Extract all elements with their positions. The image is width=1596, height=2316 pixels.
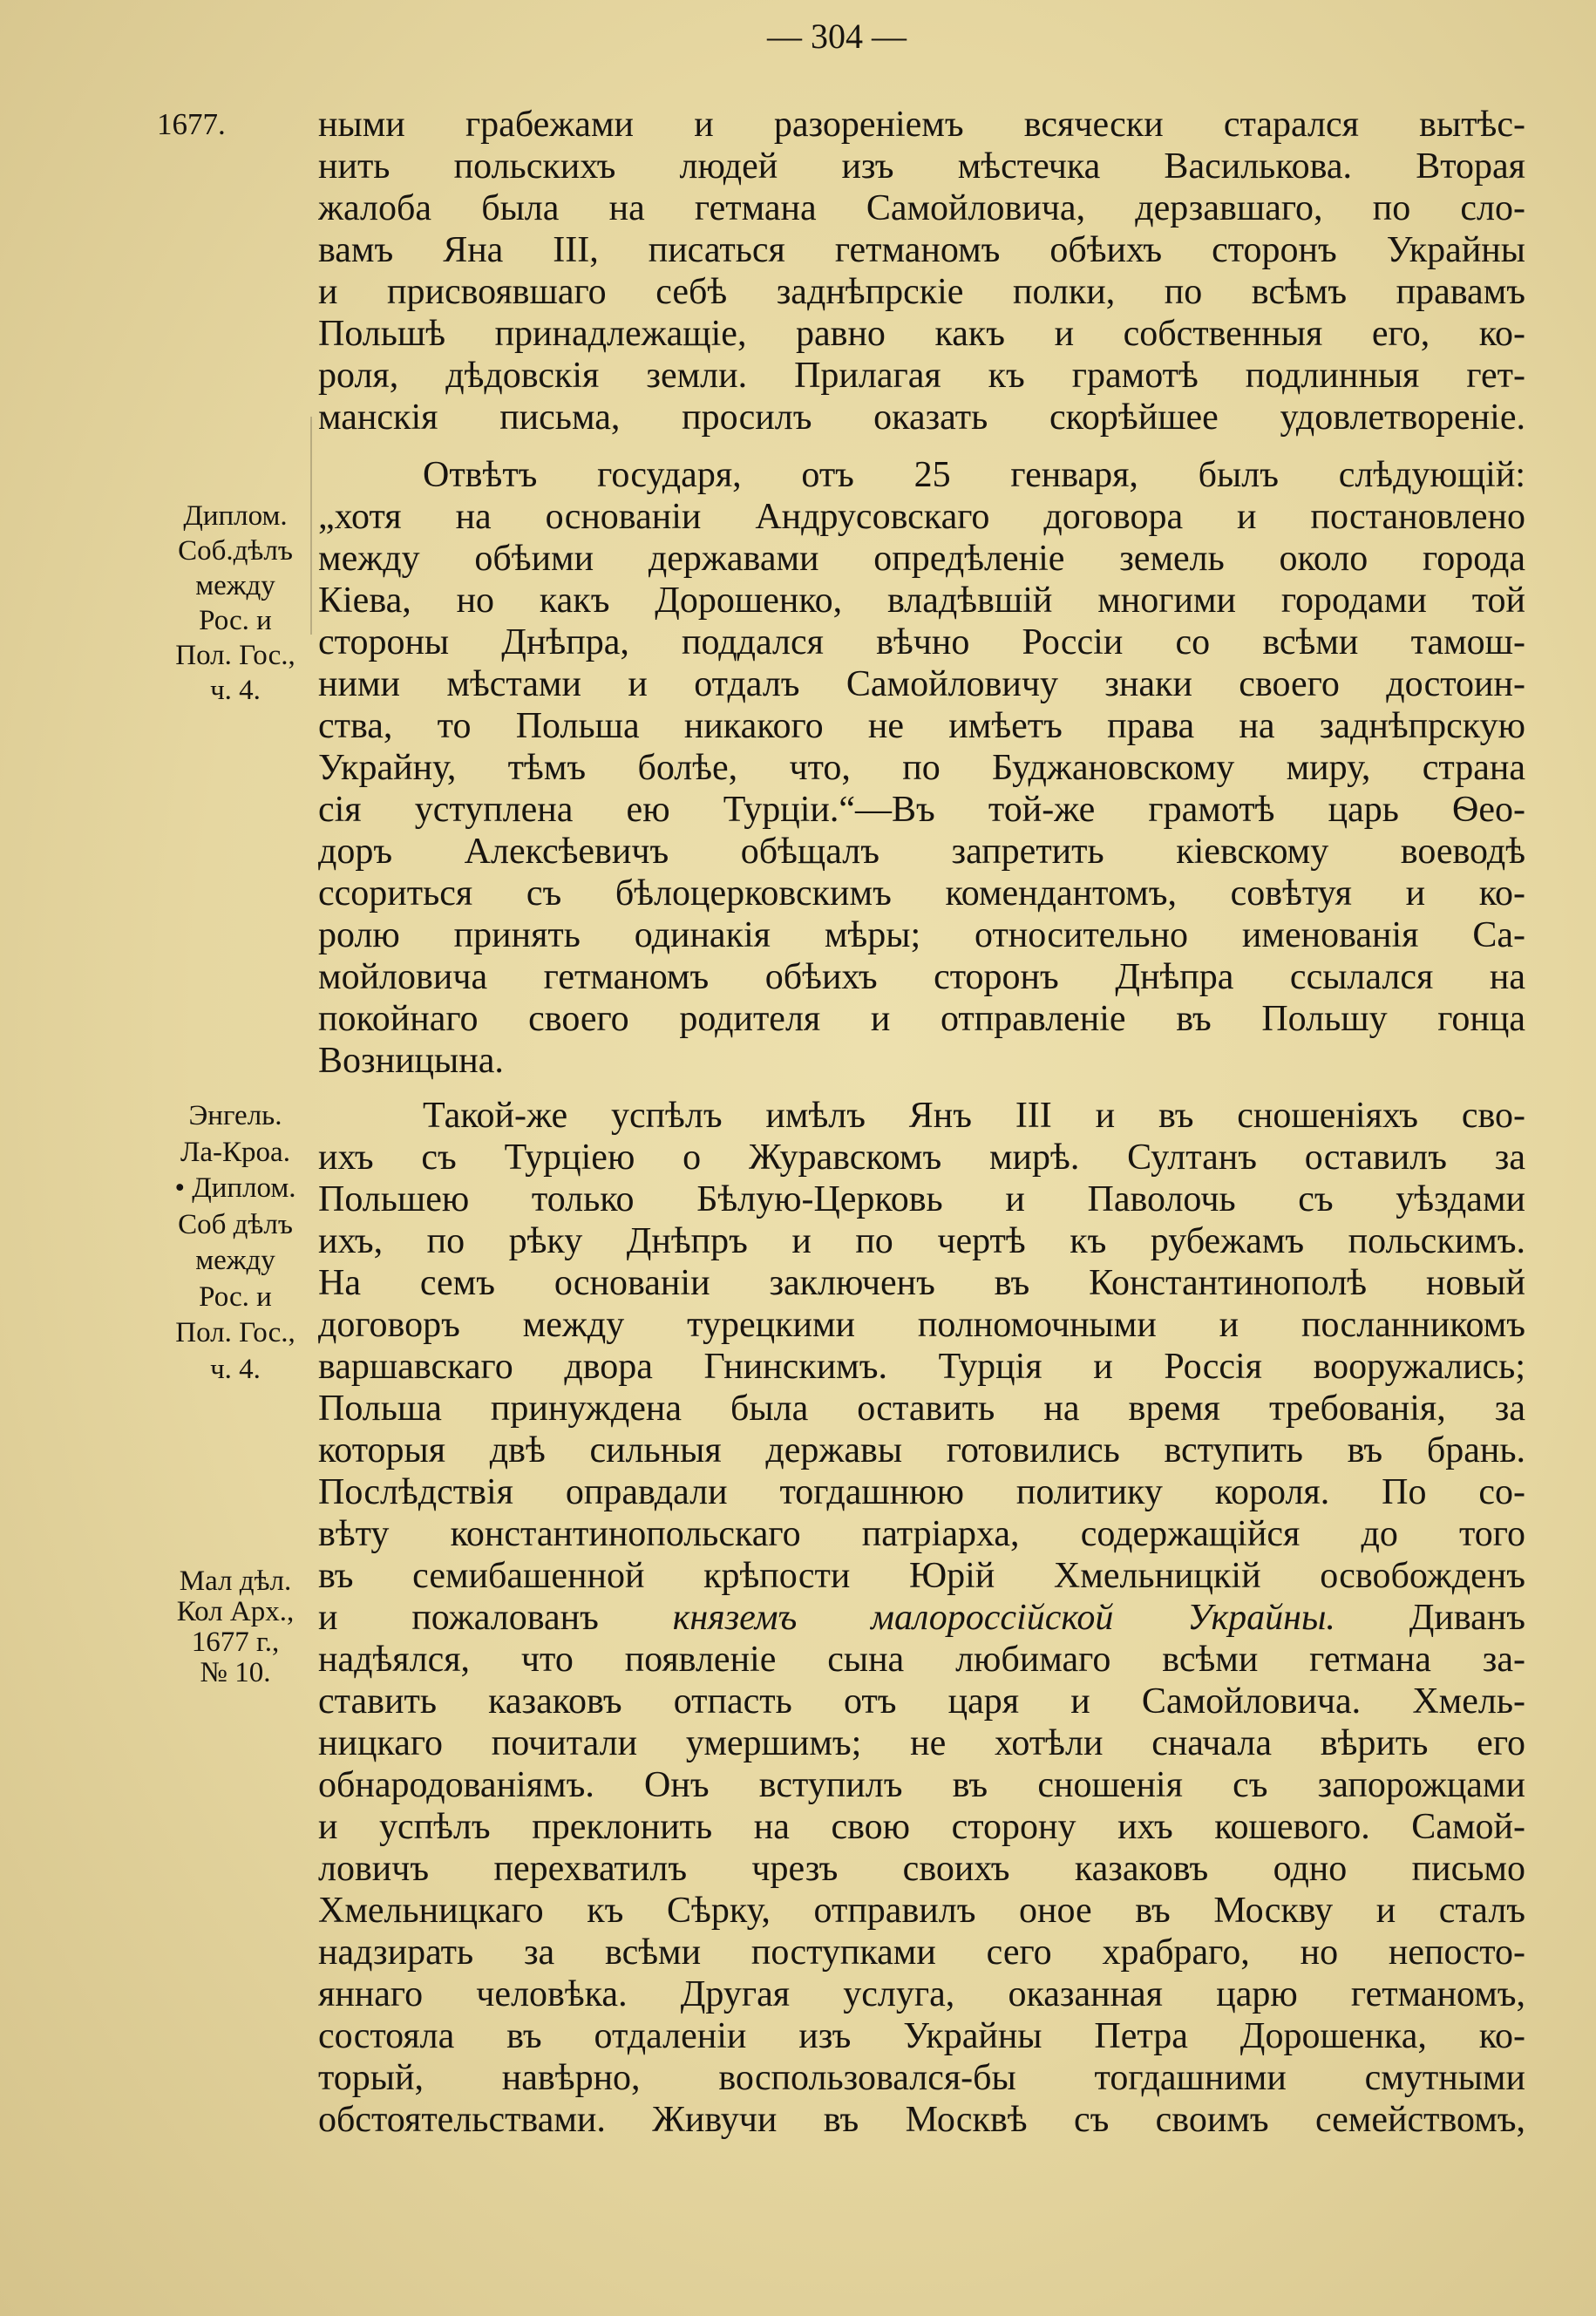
margin-note bbox=[150, 499, 321, 708]
text-line-with-italic bbox=[318, 1597, 1525, 1639]
text-line: ными грабежами и разореніемъ всячески старался вытѣс- bbox=[318, 105, 1525, 145]
margin-note bbox=[150, 1566, 321, 1688]
text-line: манскія письма, просилъ оказать скорѣйшее удовлетвореніе. bbox=[318, 397, 1525, 438]
italic-phrase: княземъ малороссійской Украйны. bbox=[672, 1598, 1335, 1638]
margin-note bbox=[157, 106, 328, 143]
text-line: ницкаго почитали умершимъ; не хотѣли сначала вѣрить его bbox=[318, 1723, 1525, 1763]
text-line: ставить казаковъ отпасть отъ царя и Самойловича. Хмель- bbox=[318, 1681, 1525, 1722]
text-line: На семъ основаніи заключенъ въ Константинополѣ новый bbox=[318, 1263, 1525, 1303]
margin-note-line: № 10. bbox=[200, 1657, 271, 1688]
text-line: и успѣлъ преклонить на свою сторону ихъ кошевого. Самой- bbox=[318, 1807, 1525, 1847]
margin-note-line: Ла-Кроа. bbox=[180, 1136, 290, 1168]
margin-note bbox=[150, 1098, 321, 1388]
text-line: ихъ, по рѣку Днѣпръ и по чертѣ къ рубежамъ польскимъ. bbox=[318, 1221, 1525, 1261]
margin-note-line: 1677 г., bbox=[191, 1627, 280, 1658]
margin-note-line: Энгель. bbox=[188, 1100, 282, 1131]
text-line: роля, дѣдовскія земли. Прилагая къ грамотѣ подлинныя гет- bbox=[318, 356, 1525, 396]
margin-note-line: ч. 4. bbox=[210, 675, 261, 706]
margin-note-line: Кол Арх., bbox=[176, 1596, 295, 1627]
text-line: яннаго человѣка. Другая услуга, оказанная царю гетманомъ, bbox=[318, 1974, 1525, 2014]
text-line: обстоятельствами. Живучи въ Москвѣ съ своимъ семействомъ, bbox=[318, 2100, 1525, 2140]
text-line: ролю принять одинакія мѣры; относительно именованія Са- bbox=[318, 915, 1525, 955]
text-line: сія уступлена ею Турціи.“—Въ той-же грамотѣ царь Ѳео- bbox=[318, 790, 1525, 830]
paragraph bbox=[318, 104, 1525, 438]
text-line: между обѣими державами опредѣленіе земель около города bbox=[318, 539, 1525, 579]
text-line: ссориться съ бѣлоцерковскимъ комендантомъ, совѣтуя и ко- bbox=[318, 873, 1525, 913]
text-line: ними мѣстами и отдалъ Самойловичу знаки своего достоин- bbox=[318, 664, 1525, 704]
text-line: Украйну, тѣмъ болѣе, что, по Буджановскому миру, страна bbox=[318, 748, 1525, 788]
text-line: въ семибашенной крѣпости Юрій Хмельницкій освобожденъ bbox=[318, 1556, 1525, 1596]
text-line: Хмельницкаго къ Сѣрку, отправилъ оное въ Москву и сталъ bbox=[318, 1891, 1525, 1931]
text-line: вамъ Яна III, писаться гетманомъ обѣихъ сторонъ Украйны bbox=[318, 230, 1525, 270]
text-segment: и пожалованъ bbox=[318, 1598, 599, 1638]
text-line: Польшею только Бѣлую-Церковь и Паволочь съ уѣздами bbox=[318, 1179, 1525, 1219]
text-line: состояла въ отдаленіи изъ Украйны Петра Дорошенка, ко- bbox=[318, 2016, 1525, 2056]
text-line: доръ Алексѣевичъ обѣщалъ запретить кіевскому воеводѣ bbox=[318, 832, 1525, 872]
paragraph bbox=[318, 1095, 1525, 2141]
text-line: Польшѣ принадлежащіе, равно какъ и собственныя его, ко- bbox=[318, 314, 1525, 354]
text-line: надзирать за всѣми поступками сего храбраго, но непосто- bbox=[318, 1932, 1525, 1973]
margin-note-line: Пол. Гос., bbox=[175, 640, 295, 671]
text-line: надѣялся, что появленіе сына любимаго всѣми гетмана за- bbox=[318, 1640, 1525, 1680]
margin-note-line: • Диплом. bbox=[174, 1172, 296, 1204]
page-number: — 304 — bbox=[767, 17, 907, 56]
margin-note-line: Пол. Гос., bbox=[175, 1317, 295, 1348]
margin-note-line: Рос. и bbox=[199, 605, 272, 636]
text-line: вѣту константинопольскаго патріарха, содержащійся до того bbox=[318, 1514, 1525, 1554]
text-line: ловичъ перехватилъ чрезъ своихъ казаковъ одно письмо bbox=[318, 1849, 1525, 1889]
text-line: которыя двѣ сильныя державы готовились вступить въ брань. bbox=[318, 1430, 1525, 1470]
text-line: Отвѣтъ государя, отъ 25 генваря, былъ слѣдующій: bbox=[423, 455, 1525, 495]
margin-note-line: ч. 4. bbox=[210, 1353, 261, 1385]
text-line: Польша принуждена была оставить на время требованія, за bbox=[318, 1389, 1525, 1429]
margin-note-line: Соб дѣлъ bbox=[178, 1208, 293, 1240]
text-line: „хотя на основаніи Андрусовскаго договора и постановлено bbox=[318, 497, 1525, 537]
margin-note-line: между bbox=[195, 1245, 275, 1276]
paragraph bbox=[318, 454, 1525, 1082]
margin-note-line: Рос. и bbox=[199, 1280, 272, 1313]
text-line: мойловича гетманомъ обѣихъ сторонъ Днѣпра ссылался на bbox=[318, 957, 1525, 997]
text-line: варшавскаго двора Гнинскимъ. Турція и Россія вооружались; bbox=[318, 1347, 1525, 1387]
text-line: ихъ съ Турціею о Журавскомъ мирѣ. Султанъ оставилъ за bbox=[318, 1138, 1525, 1178]
text-segment: Диванъ bbox=[1409, 1598, 1525, 1638]
text-line: Такой-же успѣлъ имѣлъ Янъ III и въ сношеніяхъ сво- bbox=[423, 1096, 1525, 1136]
text-line: ства, то Польша никакого не имѣетъ права на заднѣпрскую bbox=[318, 706, 1525, 746]
text-line: стороны Днѣпра, поддался вѣчно Россіи со всѣми тамош- bbox=[318, 622, 1525, 662]
text-line: обнародованіямъ. Онъ вступилъ въ сношенія съ запорожцами bbox=[318, 1765, 1525, 1805]
text-line: торый, навѣрно, воспользовался-бы тогдашними смутными bbox=[318, 2058, 1525, 2098]
margin-note-line: Мал дѣл. bbox=[179, 1566, 292, 1597]
text-line: нить польскихъ людей изъ мѣстечка Василькова. Вторая bbox=[318, 146, 1525, 187]
text-line: Возницына. bbox=[318, 1041, 504, 1081]
margin-note-line: Диплом. bbox=[183, 500, 288, 532]
text-line: покойнаго своего родителя и отправленіе въ Польшу гонца bbox=[318, 999, 1525, 1039]
text-line: Кіева, но какъ Дорошенко, владѣвшій многими городами той bbox=[318, 581, 1525, 621]
text-line: жалоба была на гетмана Самойловича, дерзавшаго, по сло- bbox=[318, 188, 1525, 228]
margin-note-line: Соб.дѣлъ bbox=[178, 535, 293, 567]
text-line: договоръ между турецкими полномочными и посланникомъ bbox=[318, 1305, 1525, 1345]
text-line: и присвоявшаго себѣ заднѣпрскіе полки, по всѣмъ правамъ bbox=[318, 272, 1525, 312]
margin-note-line: между bbox=[195, 570, 275, 601]
margin-note-line: 1677. bbox=[157, 107, 226, 141]
text-line: Послѣдствія оправдали тогдашнюю политику короля. По со- bbox=[318, 1472, 1525, 1512]
